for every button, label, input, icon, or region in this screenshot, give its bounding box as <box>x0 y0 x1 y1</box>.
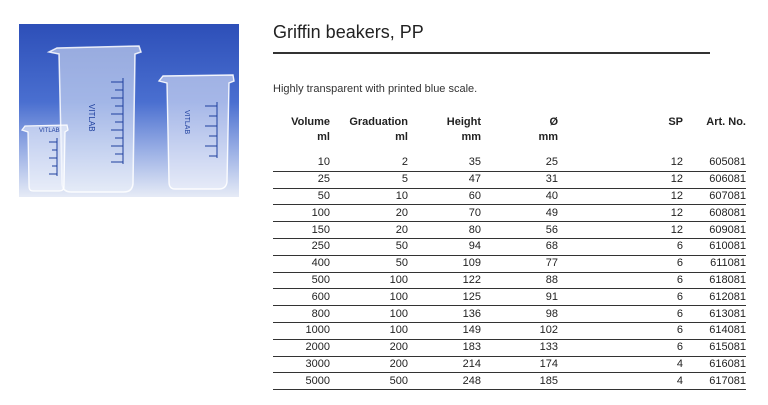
header-height: Height <box>446 116 481 128</box>
page-title: Griffin beakers, PP <box>273 22 424 42</box>
subtitle: Highly transparent with printed blue scale. <box>273 83 478 95</box>
cell-sp: 6 <box>558 322 683 339</box>
table-row <box>273 238 746 255</box>
cell-art-no: 612081 <box>683 289 746 306</box>
cell-sp: 6 <box>558 272 683 289</box>
cell-volume: 800 <box>273 306 330 323</box>
cell-art-no: 618081 <box>683 272 746 289</box>
cell-graduation: 10 <box>330 188 408 205</box>
cell-sp: 4 <box>558 356 683 373</box>
cell-diameter: 25 <box>481 155 558 171</box>
table-row <box>273 322 746 339</box>
cell-diameter: 68 <box>481 238 558 255</box>
cell-graduation: 100 <box>330 289 408 306</box>
unit-diameter: mm <box>538 131 558 143</box>
table-row <box>273 155 746 171</box>
table-row <box>273 373 746 390</box>
header-sp: SP <box>668 116 683 128</box>
cell-art-no: 613081 <box>683 306 746 323</box>
cell-art-no: 616081 <box>683 356 746 373</box>
cell-sp: 4 <box>558 373 683 390</box>
unit-volume: ml <box>317 131 330 143</box>
cell-diameter: 88 <box>481 272 558 289</box>
table-row <box>273 222 746 239</box>
cell-graduation: 20 <box>330 205 408 222</box>
cell-height: 248 <box>408 373 481 390</box>
cell-volume: 400 <box>273 255 330 272</box>
cell-height: 94 <box>408 238 481 255</box>
cell-sp: 12 <box>558 155 683 171</box>
cell-height: 183 <box>408 339 481 356</box>
cell-art-no: 617081 <box>683 373 746 390</box>
cell-sp: 6 <box>558 306 683 323</box>
table-row <box>273 339 746 356</box>
cell-diameter: 98 <box>481 306 558 323</box>
cell-volume: 10 <box>273 155 330 171</box>
cell-art-no: 610081 <box>683 238 746 255</box>
cell-height: 35 <box>408 155 481 171</box>
header-row <box>273 115 746 130</box>
cell-art-no: 607081 <box>683 188 746 205</box>
table-row <box>273 289 746 306</box>
cell-diameter: 31 <box>481 171 558 188</box>
cell-art-no: 611081 <box>683 255 746 272</box>
cell-height: 136 <box>408 306 481 323</box>
beakers-photo <box>19 24 239 197</box>
cell-diameter: 40 <box>481 188 558 205</box>
header-art-no: Art. No. <box>706 116 746 128</box>
cell-volume: 2000 <box>273 339 330 356</box>
cell-diameter: 91 <box>481 289 558 306</box>
cell-art-no: 606081 <box>683 171 746 188</box>
cell-volume: 3000 <box>273 356 330 373</box>
cell-diameter: 174 <box>481 356 558 373</box>
cell-volume: 5000 <box>273 373 330 390</box>
table-row <box>273 356 746 373</box>
table-row <box>273 171 746 188</box>
cell-sp: 6 <box>558 255 683 272</box>
cell-art-no: 614081 <box>683 322 746 339</box>
cell-art-no: 608081 <box>683 205 746 222</box>
cell-graduation: 100 <box>330 322 408 339</box>
small-beaker <box>22 125 68 191</box>
table-row <box>273 205 746 222</box>
cell-art-no: 609081 <box>683 222 746 239</box>
cell-diameter: 56 <box>481 222 558 239</box>
cell-diameter: 185 <box>481 373 558 390</box>
svg-text:VITLAB: VITLAB <box>39 128 60 134</box>
cell-sp: 6 <box>558 289 683 306</box>
cell-graduation: 50 <box>330 255 408 272</box>
table-row <box>273 272 746 289</box>
svg-text:VITLAB: VITLAB <box>183 110 190 135</box>
header-diameter: Ø <box>549 116 558 128</box>
cell-volume: 50 <box>273 188 330 205</box>
cell-height: 122 <box>408 272 481 289</box>
cell-height: 214 <box>408 356 481 373</box>
beakers-illustration <box>19 24 239 197</box>
unit-sp <box>558 130 683 155</box>
cell-volume: 1000 <box>273 322 330 339</box>
cell-volume: 150 <box>273 222 330 239</box>
cell-height: 80 <box>408 222 481 239</box>
cell-graduation: 500 <box>330 373 408 390</box>
cell-sp: 12 <box>558 188 683 205</box>
cell-graduation: 200 <box>330 339 408 356</box>
cell-graduation: 20 <box>330 222 408 239</box>
cell-height: 70 <box>408 205 481 222</box>
cell-height: 109 <box>408 255 481 272</box>
cell-height: 47 <box>408 171 481 188</box>
cell-sp: 6 <box>558 238 683 255</box>
cell-graduation: 50 <box>330 238 408 255</box>
header-volume: Volume <box>291 116 330 128</box>
cell-sp: 12 <box>558 171 683 188</box>
specifications-table <box>273 115 746 390</box>
cell-graduation: 5 <box>330 171 408 188</box>
cell-volume: 500 <box>273 272 330 289</box>
cell-diameter: 77 <box>481 255 558 272</box>
cell-graduation: 100 <box>330 272 408 289</box>
unit-height: mm <box>461 131 481 143</box>
cell-volume: 25 <box>273 171 330 188</box>
table-body <box>273 155 746 390</box>
table-row <box>273 188 746 205</box>
svg-text:VITLAB: VITLAB <box>87 104 96 132</box>
cell-diameter: 49 <box>481 205 558 222</box>
unit-art-no <box>683 130 746 155</box>
cell-height: 60 <box>408 188 481 205</box>
unit-graduation: ml <box>395 131 408 143</box>
header-graduation: Graduation <box>349 116 408 128</box>
cell-art-no: 605081 <box>683 155 746 171</box>
cell-sp: 12 <box>558 222 683 239</box>
cell-volume: 250 <box>273 238 330 255</box>
right-beaker <box>159 75 234 189</box>
cell-sp: 6 <box>558 339 683 356</box>
cell-diameter: 133 <box>481 339 558 356</box>
cell-sp: 12 <box>558 205 683 222</box>
table-row <box>273 255 746 272</box>
cell-art-no: 615081 <box>683 339 746 356</box>
cell-graduation: 2 <box>330 155 408 171</box>
cell-graduation: 100 <box>330 306 408 323</box>
cell-graduation: 200 <box>330 356 408 373</box>
table-row <box>273 306 746 323</box>
cell-diameter: 102 <box>481 322 558 339</box>
cell-volume: 600 <box>273 289 330 306</box>
title-divider <box>273 52 710 54</box>
cell-height: 149 <box>408 322 481 339</box>
units-row <box>273 130 746 155</box>
cell-height: 125 <box>408 289 481 306</box>
cell-volume: 100 <box>273 205 330 222</box>
